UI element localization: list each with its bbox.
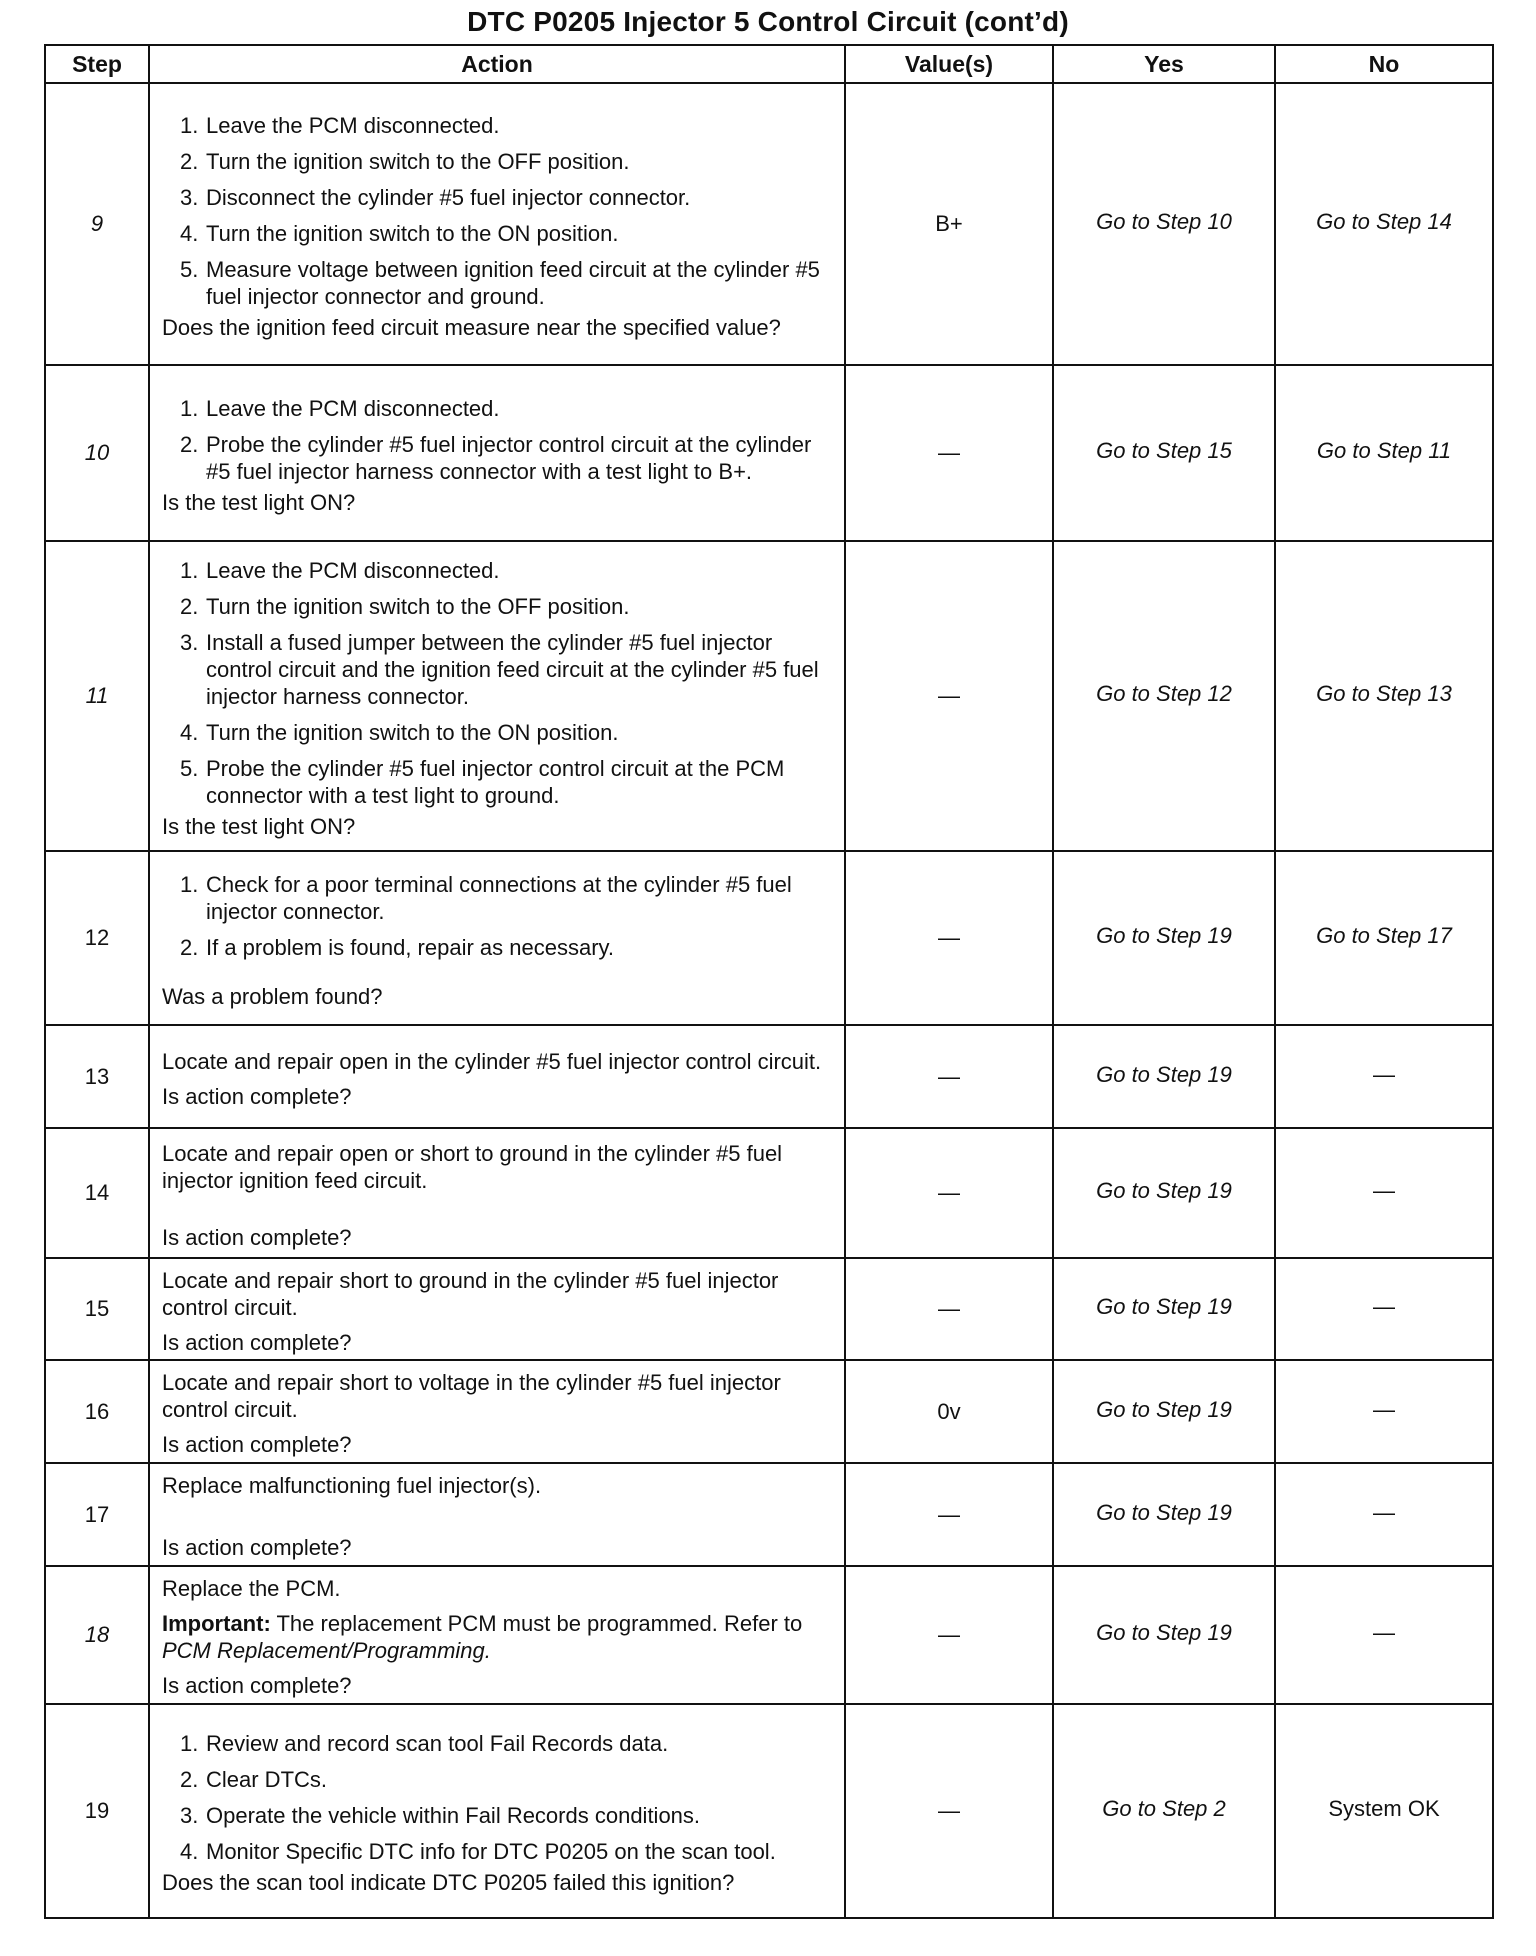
list-item: 3. Operate the vehicle within Fail Records conditions. [180, 1803, 701, 1828]
yes-cell: Go to Step 2 [1053, 1704, 1275, 1918]
list-item: 3. Install a fused jumper between the cylinder #5 fuel injector control circuit and the ignition feed circuit at the cylinder #5 fuel injector harness connector. [180, 629, 819, 709]
yes-cell: Go to Step 19 [1053, 1360, 1275, 1463]
yes-cell: Go to Step 19 [1053, 1463, 1275, 1566]
action-cell [149, 83, 845, 365]
action-cell [149, 1258, 845, 1360]
action-text: Locate and repair short to voltage in the cylinder #5 fuel injector control circuit. [162, 1370, 781, 1422]
important-text: The replacement PCM must be programmed. Refer to [276, 1611, 803, 1636]
no-cell: Go to Step 14 [1275, 83, 1493, 365]
action-steps [162, 1730, 836, 1865]
yes-cell: Go to Step 15 [1053, 365, 1275, 541]
list-item: 1. Leave the PCM disconnected. [180, 395, 500, 421]
no-cell: Go to Step 17 [1275, 851, 1493, 1025]
list-item: 1. Leave the PCM disconnected. [180, 557, 500, 583]
table-row [45, 851, 1493, 1025]
list-item: 5. Measure voltage between ignition feed circuit at the cylinder #5 fuel injector connector and ground. [180, 256, 820, 309]
important-label: Important: [162, 1611, 271, 1636]
table-row [45, 1025, 1493, 1128]
list-item: 5. Probe the cylinder #5 fuel injector control circuit at the PCM connector with a test light to ground. [180, 755, 785, 808]
value-cell: — [845, 365, 1053, 541]
action-question: Is the test light ON? [162, 489, 356, 515]
header-action: Action [149, 45, 845, 83]
no-cell: — [1275, 1566, 1493, 1704]
header-step: Step [45, 45, 149, 83]
no-cell: — [1275, 1360, 1493, 1463]
header-yes: Yes [1053, 45, 1275, 83]
header-values: Value(s) [845, 45, 1053, 83]
action-text: Locate and repair short to ground in the cylinder #5 fuel injector control circuit. [162, 1267, 779, 1320]
list-item: 4. Turn the ignition switch to the ON position. [180, 719, 619, 745]
list-item: 1. Check for a poor terminal connections at the cylinder #5 fuel injector connector. [180, 871, 792, 924]
action-cell [149, 1128, 845, 1258]
important-note [162, 1610, 836, 1664]
action-steps [162, 871, 836, 961]
list-item: 2. Probe the cylinder #5 fuel injector control circuit at the cylinder #5 fuel injector harness connector with a test light to B+. [180, 431, 812, 484]
action-cell [149, 365, 845, 541]
header-no: No [1275, 45, 1493, 83]
no-cell: — [1275, 1463, 1493, 1566]
no-cell: — [1275, 1025, 1493, 1128]
value-cell: — [845, 1128, 1053, 1258]
action-steps [162, 112, 836, 310]
list-item: 2. Turn the ignition switch to the OFF position. [180, 148, 630, 174]
step-number: 18 [45, 1566, 149, 1704]
table-row [45, 83, 1493, 365]
list-item: 1. Review and record scan tool Fail Records data. [180, 1731, 669, 1756]
yes-cell: Go to Step 19 [1053, 851, 1275, 1025]
yes-cell: Go to Step 19 [1053, 1258, 1275, 1360]
list-item: 4. Turn the ignition switch to the ON position. [180, 220, 619, 246]
value-cell: B+ [845, 83, 1053, 365]
table-row [45, 1360, 1493, 1463]
action-text: Locate and repair open or short to ground in the cylinder #5 fuel injector ignition feed circuit. [162, 1140, 783, 1193]
value-cell: — [845, 1463, 1053, 1566]
diagnostic-table [44, 44, 1494, 1919]
value-cell: — [845, 851, 1053, 1025]
action-steps [162, 395, 836, 485]
list-item: 1. Leave the PCM disconnected. [180, 112, 500, 138]
table-row [45, 1258, 1493, 1360]
no-cell: Go to Step 13 [1275, 541, 1493, 851]
no-cell: System OK [1275, 1704, 1493, 1918]
action-steps [162, 557, 836, 809]
action-question: Is action complete? [162, 1673, 352, 1698]
value-cell: — [845, 1566, 1053, 1704]
step-number: 17 [45, 1463, 149, 1566]
value-cell: — [845, 1258, 1053, 1360]
action-cell [149, 1566, 845, 1704]
step-number: 15 [45, 1258, 149, 1360]
table-row [45, 1704, 1493, 1918]
page-title: DTC P0205 Injector 5 Control Circuit (cont’d) [467, 6, 1069, 37]
action-question: Is action complete? [162, 1432, 352, 1457]
header-row [45, 45, 1493, 83]
action-question: Is action complete? [162, 1083, 352, 1109]
action-cell [149, 1025, 845, 1128]
action-question: Is the test light ON? [162, 813, 356, 839]
action-text: Locate and repair open in the cylinder #5 fuel injector control circuit. [162, 1048, 822, 1074]
step-number: 16 [45, 1360, 149, 1463]
step-number: 9 [45, 83, 149, 365]
no-cell: — [1275, 1128, 1493, 1258]
step-number: 10 [45, 365, 149, 541]
list-item: 2. If a problem is found, repair as necessary. [180, 934, 615, 960]
step-number: 11 [45, 541, 149, 851]
yes-cell: Go to Step 10 [1053, 83, 1275, 365]
action-question: Is action complete? [162, 1535, 352, 1560]
action-cell [149, 851, 845, 1025]
action-cell [149, 1360, 845, 1463]
action-question: Was a problem found? [162, 983, 383, 1009]
value-cell: — [845, 1025, 1053, 1128]
list-item: 4. Monitor Specific DTC info for DTC P0205 on the scan tool. [180, 1839, 776, 1864]
step-number: 19 [45, 1704, 149, 1918]
table-row [45, 1128, 1493, 1258]
value-cell: 0v [845, 1360, 1053, 1463]
action-text: Replace the PCM. [162, 1576, 341, 1601]
table-row [45, 1463, 1493, 1566]
list-item: 3. Disconnect the cylinder #5 fuel injector connector. [180, 184, 691, 210]
step-number: 12 [45, 851, 149, 1025]
action-question: Is action complete? [162, 1329, 352, 1355]
action-question: Does the scan tool indicate DTC P0205 failed this ignition? [162, 1870, 735, 1895]
yes-cell: Go to Step 19 [1053, 1566, 1275, 1704]
yes-cell: Go to Step 12 [1053, 541, 1275, 851]
action-cell [149, 1463, 845, 1566]
value-cell: — [845, 1704, 1053, 1918]
action-question: Is action complete? [162, 1224, 352, 1250]
action-question: Does the ignition feed circuit measure near the specified value? [162, 314, 781, 340]
no-cell: Go to Step 11 [1275, 365, 1493, 541]
no-cell: — [1275, 1258, 1493, 1360]
action-cell [149, 1704, 845, 1918]
table-row [45, 541, 1493, 851]
step-number: 13 [45, 1025, 149, 1128]
table-row [45, 365, 1493, 541]
yes-cell: Go to Step 19 [1053, 1128, 1275, 1258]
action-text: Replace malfunctioning fuel injector(s). [162, 1473, 542, 1498]
reference-link-text: PCM Replacement/Programming. [162, 1638, 491, 1663]
yes-cell: Go to Step 19 [1053, 1025, 1275, 1128]
list-item: 2. Turn the ignition switch to the OFF position. [180, 593, 630, 619]
list-item: 2. Clear DTCs. [180, 1767, 328, 1792]
action-cell [149, 541, 845, 851]
step-number: 14 [45, 1128, 149, 1258]
value-cell: — [845, 541, 1053, 851]
table-row [45, 1566, 1493, 1704]
